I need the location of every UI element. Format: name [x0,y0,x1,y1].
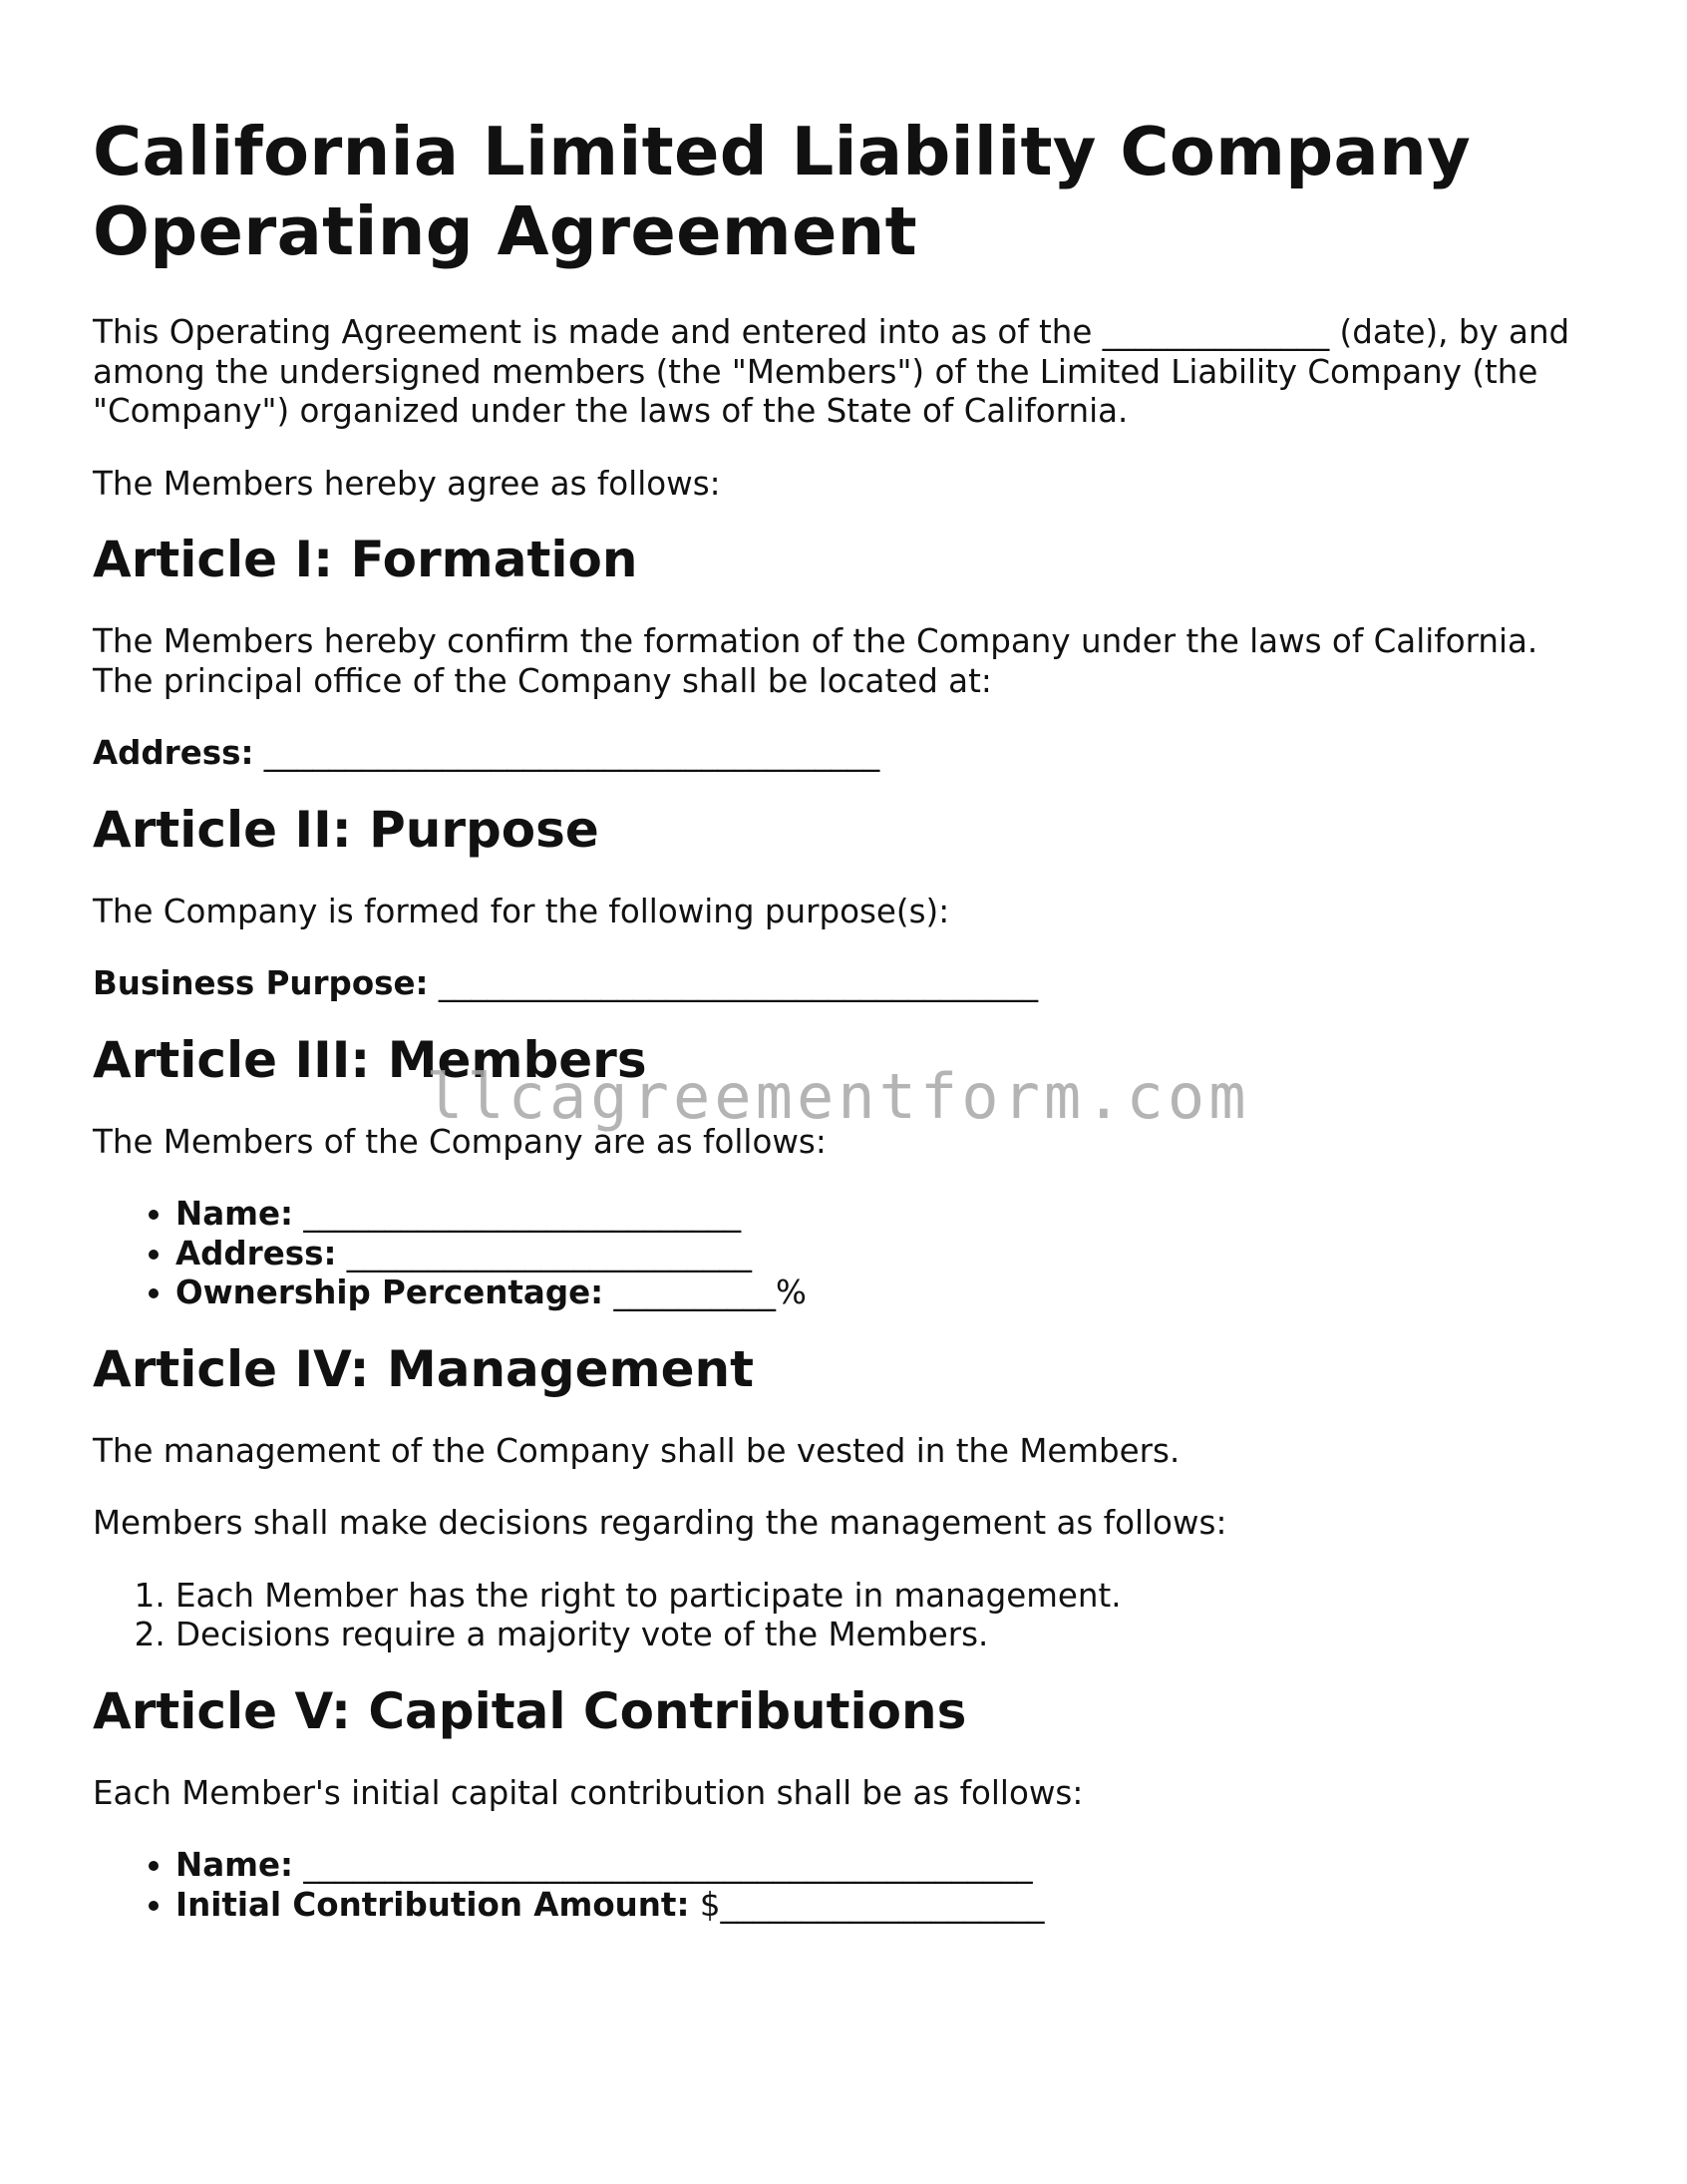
list-item: 1. Each Member has the right to participate in management. [175,1577,1598,1617]
list-item: • Initial Contribution Amount: $____________________ [175,1886,1598,1926]
management-list [93,1577,1598,1655]
article-5-heading: Article V: Capital Contributions [93,1681,967,1740]
document-title: California Limited Liability Company Operating Agreement [93,113,1472,270]
article-4-decisions-text: Members shall make decisions regarding the management as follows: [93,1504,1227,1542]
business-purpose-line [93,964,1598,1004]
intro-paragraph: This Operating Agreement is made and entered into as of the ______________ (date), by and among the undersigned members (the "Members") of the Limited Liability Company (the "Company") organized under the laws of the State of California. [93,313,1570,430]
address-label: Address: [93,734,254,772]
address-blank: ______________________________________ [263,734,880,772]
article-4-heading: Article IV: Management [93,1339,754,1398]
article-1-heading: Article I: Formation [93,531,638,588]
list-item: • Name: _____________________________________________ [175,1846,1598,1886]
list-item: • Ownership Percentage: __________% [175,1274,1598,1313]
business-purpose-blank: _____________________________________ [438,964,1039,1002]
article-2-heading: Article II: Purpose [93,800,599,859]
article-3-text: The Members of the Company are as follows: [93,1122,827,1161]
article-2-text: The Company is formed for the following purpose(s): [93,892,950,930]
intro-agree-paragraph: The Members hereby agree as follows: [93,464,721,503]
article-4-text: The management of the Company shall be vested in the Members. [93,1431,1181,1470]
address-field-line [93,734,1598,774]
contributions-list [93,1846,1598,1925]
watermark: llcagreementform.com [426,1060,1250,1133]
members-list [93,1195,1598,1313]
list-item: • Address: _________________________ [175,1235,1598,1274]
business-purpose-label: Business Purpose: [93,964,429,1002]
list-item: • Name: ___________________________ [175,1195,1598,1235]
article-5-text: Each Member's initial capital contribution shall be as follows: [93,1773,1084,1812]
list-item: 2. Decisions require a majority vote of the Members. [175,1616,1598,1655]
article-3-heading: Article III: Members [93,1030,647,1089]
article-1-text: The Members hereby confirm the formation of the Company under the laws of California. The principal office of the Company shall be located at: [93,622,1538,700]
document-page [93,112,1598,1925]
